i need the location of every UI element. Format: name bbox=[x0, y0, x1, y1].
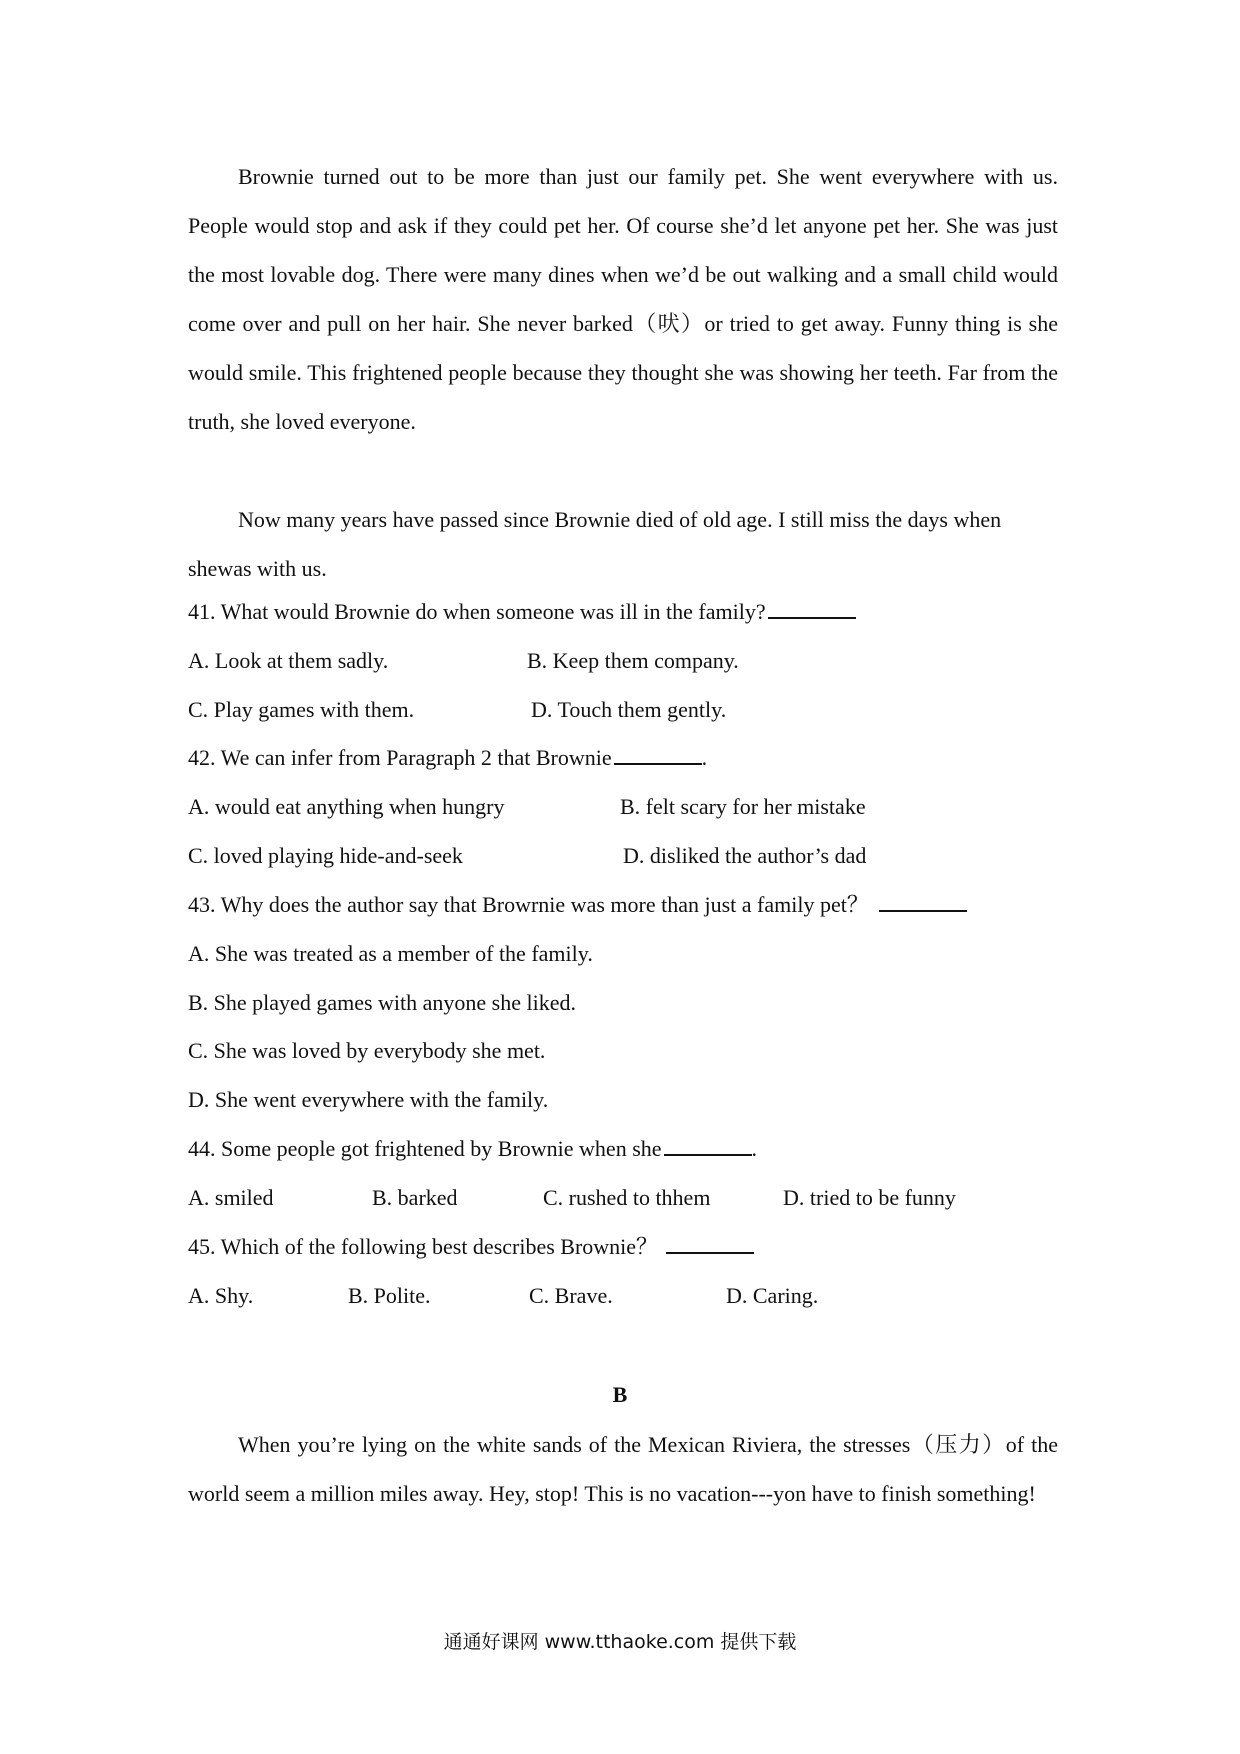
question-41 bbox=[188, 601, 856, 623]
option-42-d: D. disliked the author’s dad bbox=[623, 843, 867, 868]
option-43-a: A. She was treated as a member of the family. bbox=[188, 941, 593, 966]
answer-blank bbox=[666, 1251, 754, 1254]
option-41-d: D. Touch them gently. bbox=[531, 697, 727, 722]
question-44-stem: 44. Some people got frightened by Brownie when she bbox=[188, 1136, 662, 1161]
question-43 bbox=[188, 894, 967, 916]
option-43-b: B. She played games with anyone she liked. bbox=[188, 990, 576, 1015]
option-41-a: A. Look at them sadly. bbox=[188, 648, 389, 673]
option-41-b: B. Keep them company. bbox=[527, 648, 739, 673]
question-43-stem: 43. Why does the author say that Browrnie was more than just a family pet？ bbox=[188, 892, 869, 917]
section-b-heading: B bbox=[612, 1382, 628, 1407]
option-41-c: C. Play games with them. bbox=[188, 697, 415, 722]
option-45-c: C. Brave. bbox=[529, 1283, 613, 1308]
option-43-d: D. She went everywhere with the family. bbox=[188, 1087, 549, 1112]
passage-a-closing-text: Now many years have passed since Brownie died of old age. I still miss the days when shewas with us. bbox=[188, 507, 1002, 581]
option-42-a: A. would eat anything when hungry bbox=[188, 794, 505, 819]
answer-blank bbox=[614, 762, 702, 765]
passage-a-paragraph bbox=[188, 152, 1058, 446]
question-44 bbox=[188, 1138, 757, 1160]
option-45-d: D. Caring. bbox=[726, 1283, 819, 1308]
answer-blank bbox=[879, 909, 967, 912]
question-45 bbox=[188, 1236, 754, 1258]
option-44-c: C. rushed to thhem bbox=[543, 1185, 711, 1210]
option-44-b: B. barked bbox=[372, 1185, 458, 1210]
question-42-stem: 42. We can infer from Paragraph 2 that Brownie bbox=[188, 745, 612, 770]
option-44-d: D. tried to be funny bbox=[783, 1185, 956, 1210]
question-41-stem: 41. What would Brownie do when someone was ill in the family? bbox=[188, 599, 766, 624]
question-42-period: . bbox=[701, 745, 708, 770]
question-45-stem: 45. Which of the following best describes Brownie？ bbox=[188, 1234, 659, 1259]
page-footer: 通通好课网 www.tthaoke.com 提供下载 bbox=[443, 1631, 797, 1653]
option-45-b: B. Polite. bbox=[348, 1283, 431, 1308]
passage-a-paragraph-text: Brownie turned out to be more than just our family pet. She went everywhere with us. People would stop and ask if they could pet her. Of course she’d let anyone pet her. She was just the most lovable dog. There were many dines when we’d be out walking and a small child would come over and pull on her hair. She never barked（吠）or tried to get away. Funny thing is she would smile. This frightened people because they thought she was showing her teeth. Far from the truth, she loved everyone. bbox=[188, 164, 1058, 434]
answer-blank bbox=[768, 616, 856, 619]
option-42-c: C. loved playing hide-and-seek bbox=[188, 843, 463, 868]
option-45-a: A. Shy. bbox=[188, 1283, 254, 1308]
question-44-period: . bbox=[751, 1136, 758, 1161]
option-44-a: A. smiled bbox=[188, 1185, 274, 1210]
option-43-c: C. She was loved by everybody she met. bbox=[188, 1038, 546, 1063]
passage-a-closing-paragraph bbox=[188, 495, 1058, 593]
answer-blank bbox=[664, 1153, 752, 1156]
section-b-paragraph bbox=[188, 1420, 1058, 1518]
question-42 bbox=[188, 747, 707, 769]
section-b-paragraph-text: When you’re lying on the white sands of the Mexican Riviera, the stresses（压力）of the world seem a million miles away. Hey, stop! This is no vacation---yon have to finish something! bbox=[188, 1432, 1058, 1506]
option-42-b: B. felt scary for her mistake bbox=[620, 794, 866, 819]
